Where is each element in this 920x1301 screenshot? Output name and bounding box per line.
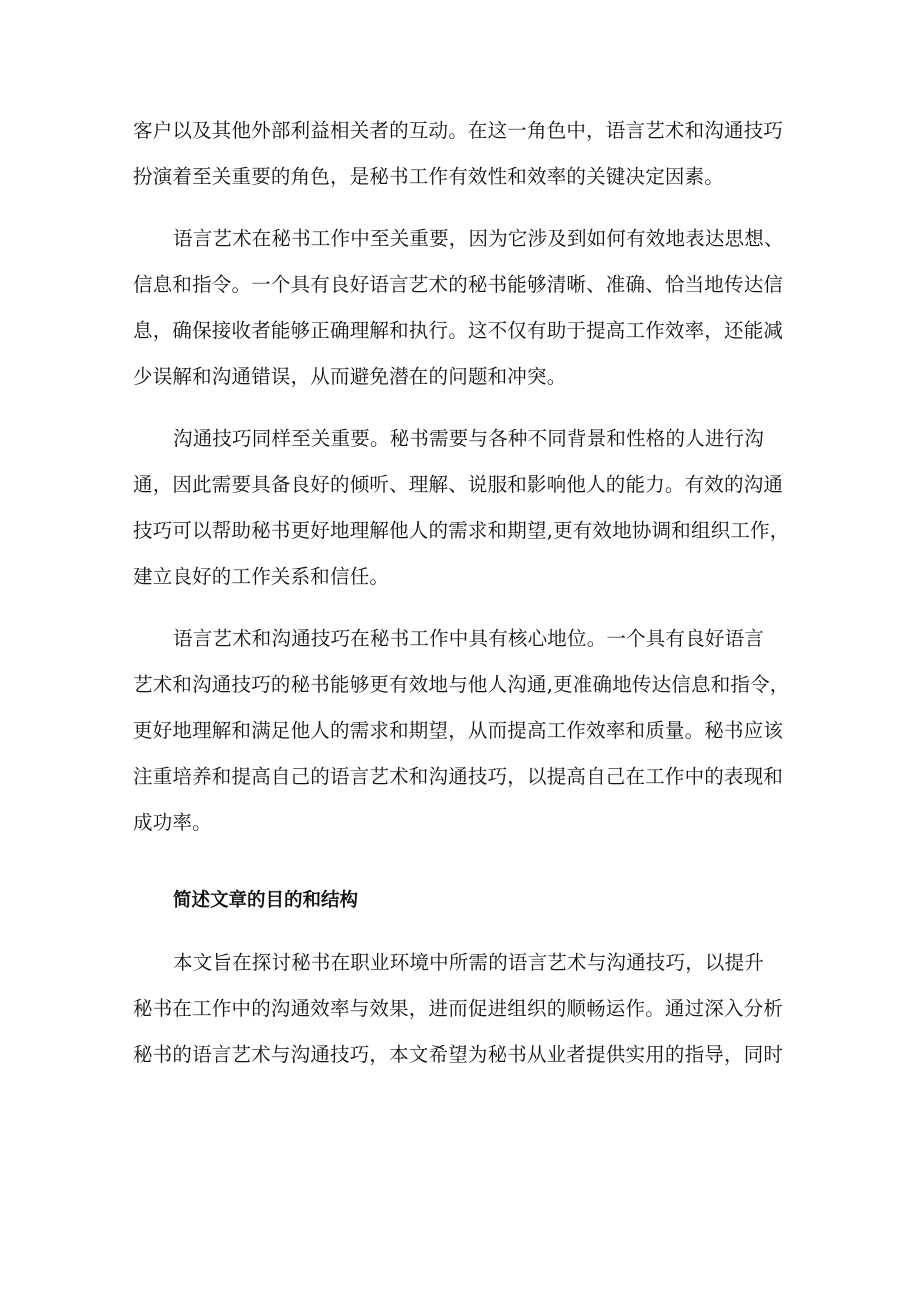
text-line: 技巧可以帮助秘书更好地理解他人的需求和期望,更有效地协调和组织工作， (133, 519, 790, 542)
text-line: 本文旨在探讨秘书在职业环境中所需的语言艺术与沟通技巧，以提升 (173, 951, 765, 974)
text-line: 扮演着至关重要的角色，是秘书工作有效性和效率的关键决定因素。 (133, 165, 725, 188)
text-line: 成功率。 (133, 811, 212, 834)
text-line: 少误解和沟通错误，从而避免潜在的问题和冲突。 (133, 365, 567, 388)
text-line: 秘书在工作中的沟通效率与效果，进而促进组织的顺畅运作。通过深入分析 (133, 997, 784, 1020)
text-line: 秘书的语言艺术与沟通技巧，本文希望为秘书从业者提供实用的指导，同时 (133, 1043, 784, 1066)
paragraph (133, 216, 789, 400)
section-heading: 简述文章的目的和结构 (173, 890, 359, 911)
text-line: 建立良好的工作关系和信任。 (133, 565, 390, 588)
text-line: 通，因此需要具备良好的倾听、理解、说服和影响他人的能力。有效的沟通 (133, 473, 784, 496)
text-line: 息，确保接收者能够正确理解和执行。这不仅有助于提高工作效率，还能减 (133, 319, 784, 342)
text-line: 注重培养和提高自己的语言艺术和沟通技巧，以提高自己在工作中的表现和 (133, 765, 784, 788)
text-line: 客户以及其他外部利益相关者的互动。在这一角色中，语言艺术和沟通技巧 (133, 119, 784, 142)
paragraph (133, 416, 789, 600)
paragraph (133, 108, 789, 200)
document-page (133, 108, 789, 1078)
paragraph (133, 940, 789, 1078)
text-line: 沟通技巧同样至关重要。秘书需要与各种不同背景和性格的人进行沟 (173, 427, 765, 450)
text-line: 信息和指令。一个具有良好语言艺术的秘书能够清晰、准确、恰当地传达信 (133, 273, 784, 296)
text-line: 更好地理解和满足他人的需求和期望，从而提高工作效率和质量。秘书应该 (133, 719, 784, 742)
text-line: 语言艺术在秘书工作中至关重要，因为它涉及到如何有效地表达思想、 (173, 227, 784, 250)
text-line: 艺术和沟通技巧的秘书能够更有效地与他人沟通,更准确地传达信息和指令， (133, 673, 790, 696)
text-line: 语言艺术和沟通技巧在秘书工作中具有核心地位。一个具有良好语言 (173, 627, 765, 650)
paragraph (133, 616, 789, 846)
